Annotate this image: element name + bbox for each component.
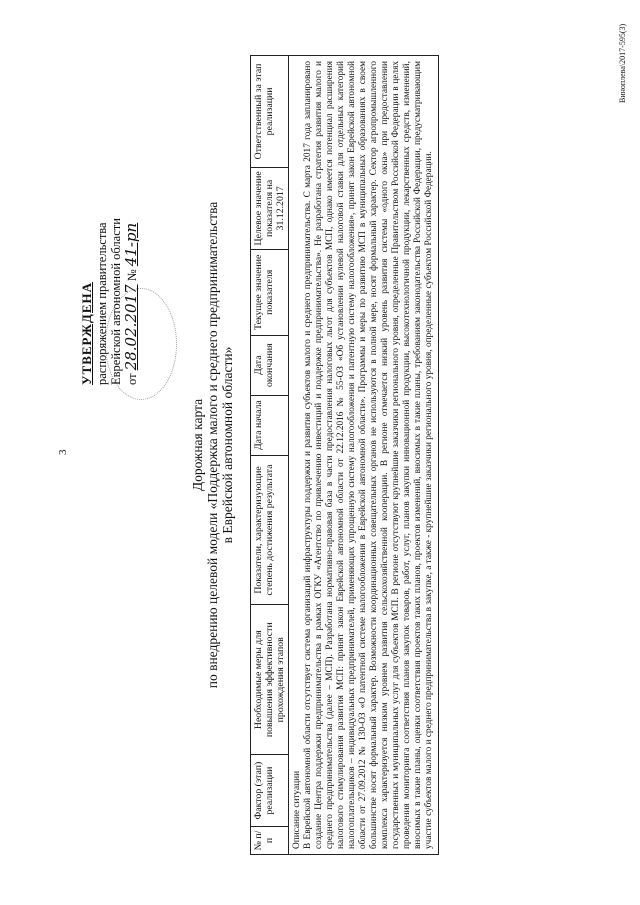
header-cell: Целевое значение показателя на 31.12.2017: [251, 167, 289, 249]
approval-line-2: Еврейской автономной области: [109, 218, 123, 385]
date-prefix: от: [124, 373, 139, 385]
title-line-3: в Еврейской автономной области»: [220, 346, 235, 544]
document-title: [190, 115, 235, 775]
title-line-1: Дорожная карта: [190, 398, 205, 492]
header-cell: Необходимые меры для повышения эффективности прохождения этапов: [251, 605, 289, 755]
situation-label: Описание ситуации: [292, 770, 302, 849]
situation-row: [289, 56, 439, 855]
header-cell: Дата окончания: [251, 335, 289, 395]
title-line-2: по внедрению целевой модели «Поддержка малого и среднего предпринимательства: [205, 201, 220, 689]
approval-date-line: [121, 125, 140, 385]
situation-text: В Еврейской автономной области отсутствует система организаций инфраструктуры поддержки и развития субъектов малого и среднего предпринимательства. С марта 2017 года запланировано создание Центра поддержки предпринимательства в рамках ОГКУ «Агентство по привлечению инвестиций и поддержке предпринимательства». Не разработана стратегия развития малого и среднего предпринимательства (далее – МСП). Разработана нормативно-правовая база в части предоставления налоговых льгот для субъектов МСП, однако имеется потенциал расширения налогового стимулирования развития МСП: принят закон Еврейской автономной области от 22.12.2016 № 55-ОЗ «Об установлении нулевой налоговой ставки для отдельных категорий налогоплательщиков – индивидуальных предпринимателей, применяющих упрощенную систему налогообложения и патентную систему налогообложения», принят закон Еврейской автономной области от 27.09.2012 № 130-ОЗ «О патентной системе налогообложения в Еврейской автономной области». Программы и меры по развитию МСП в муниципальных образованиях в своем большинстве носят формальный характер. Возможности координационных совещательных органов не используются в полной мере, носят формальный характер. Сектор агропромышленного комплекса характеризуется низким уровнем развития сельскохозяйственной кооперации. В регионе отмечается низкий уровень развития системы «одного окна» при предоставлении государственных и муниципальных услуг для субъектов МСП. В регионе отсутствуют крупнейшие заказчики регионального уровня, определенные Правительством Российской Федерации в целях проведения мониторинга соответствия планов закупок товаров, работ, услуг, планов закупки инновационной продукции, высокотехнологичной продукции, лекарственных средств, изменений, вносимых в такие планы, оценки соответствия проектов таких планов, проектов изменений, вносимых в такие планы, требованиям законодательства Российской Федерации, предусматривающим участие субъектов малого и среднего предпринимательства в закупке, а также - крупнейшие заказчики регионального уровня, определенные субъектом Российской Федерации.: [303, 61, 434, 849]
approval-line-1: распоряжением правительства: [94, 222, 109, 385]
header-cell: Ответственный за этап реализации: [251, 56, 289, 168]
page-number: 3: [57, 449, 69, 455]
number-prefix: №: [124, 269, 139, 282]
header-cell: Показатели, характеризующие степень достижения результата: [251, 455, 289, 605]
table-header-row: [251, 56, 289, 855]
approval-heading: УТВЕРЖДЕНА: [79, 281, 94, 385]
approval-date: 28.02.2017: [121, 284, 140, 371]
header-cell: Дата начала: [251, 395, 289, 455]
header-cell: Фактор (этап) реализации: [251, 755, 289, 827]
approval-block: [80, 125, 139, 385]
header-cell: Текущее значение показателя: [251, 249, 289, 335]
situation-cell: [289, 56, 439, 855]
roadmap-table: [250, 55, 439, 855]
approval-number: 41-рп: [121, 222, 140, 267]
footer-file-ref: Виноплева\2017-595(3): [618, 23, 627, 103]
header-cell: № п/п: [251, 827, 289, 855]
